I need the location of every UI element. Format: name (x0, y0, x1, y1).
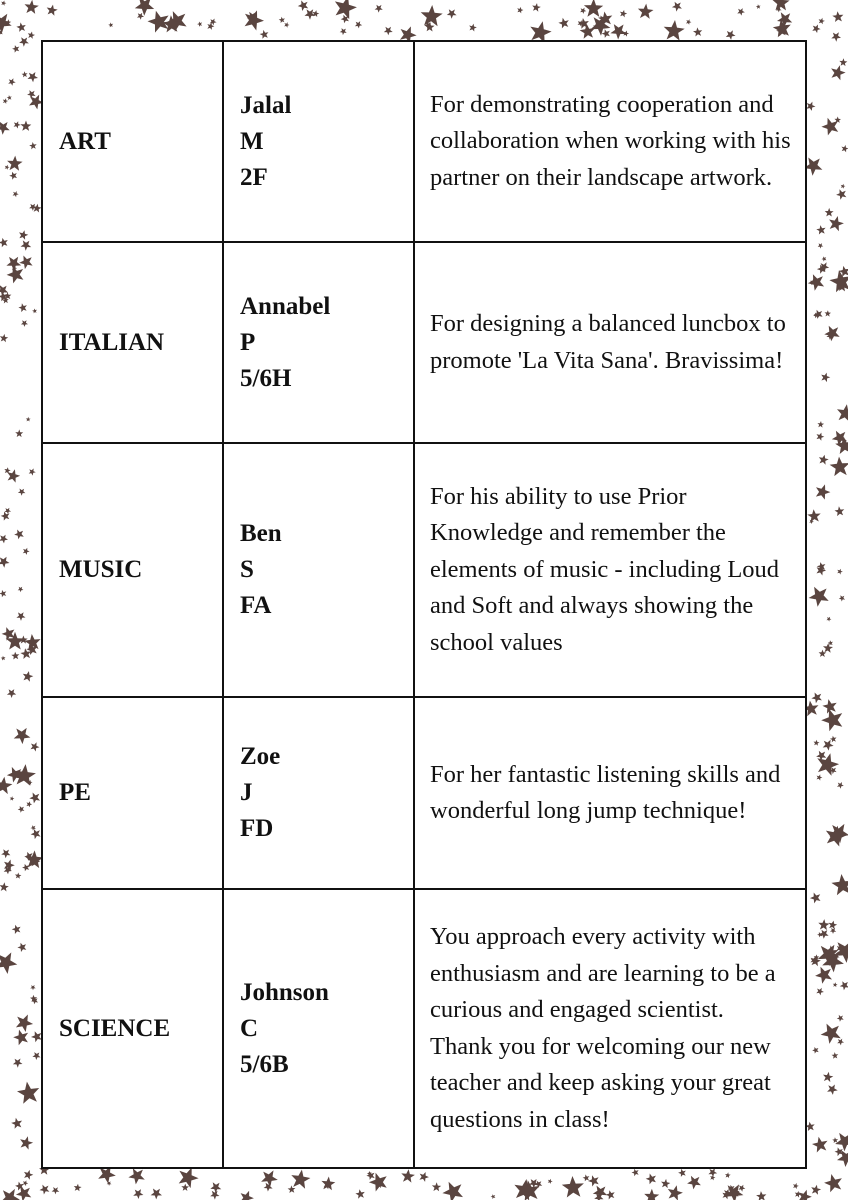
star-icon (261, 1170, 278, 1187)
star-icon (14, 530, 24, 540)
star-icon (693, 27, 702, 36)
star-icon (26, 417, 31, 422)
student-first-name: Ben (240, 520, 282, 547)
star-icon (818, 919, 829, 930)
star-icon (0, 14, 12, 34)
star-icon (284, 22, 289, 28)
award-reason: For designing a balanced luncbox to promote 'La Vita Sana'. Bravissima! (414, 242, 806, 443)
star-icon (580, 8, 586, 14)
star-icon (375, 5, 383, 13)
star-icon (832, 11, 843, 22)
star-icon (12, 45, 19, 53)
star-icon (817, 774, 823, 780)
award-reason: For demonstrating cooperation and collaboration when working with his partner on their landscape artwork. (414, 41, 806, 242)
star-icon (825, 208, 834, 217)
star-icon (7, 469, 20, 482)
star-icon (291, 1170, 310, 1189)
star-icon (835, 506, 845, 516)
star-icon (816, 225, 825, 234)
star-icon (181, 1184, 189, 1191)
star-icon (737, 8, 745, 16)
star-icon (646, 1174, 656, 1185)
star-icon (32, 309, 37, 314)
star-icon (809, 587, 829, 607)
star-icon (829, 921, 838, 930)
star-icon (210, 1182, 221, 1193)
star-icon (821, 709, 842, 731)
star-icon (831, 874, 848, 895)
star-icon (830, 736, 837, 743)
student-initial: S (240, 556, 254, 583)
star-icon (817, 433, 825, 441)
star-icon (0, 334, 8, 342)
student-initial: J (240, 779, 253, 806)
star-icon (708, 1168, 717, 1177)
star-icon (18, 489, 26, 496)
star-icon (24, 1170, 33, 1180)
star-icon (16, 612, 25, 621)
star-icon (421, 5, 443, 26)
star-icon (355, 1189, 364, 1199)
star-icon (672, 2, 682, 12)
star-icon (837, 782, 844, 789)
star-icon (839, 595, 845, 601)
star-icon (0, 777, 12, 794)
star-icon (839, 58, 847, 66)
star-icon (812, 1137, 828, 1153)
star-icon (1, 849, 10, 858)
star-icon (837, 569, 843, 575)
star-icon (7, 95, 12, 100)
star-icon (830, 928, 836, 934)
student-cell (223, 697, 414, 889)
award-reason: You approach every activity with enthusiasm and are learning to be a curious and engaged scientist. Thank you for welcoming our new teacher and keep asking your great questions in class! (414, 889, 806, 1168)
star-icon (17, 943, 26, 952)
star-icon (31, 825, 36, 830)
star-icon (687, 1176, 701, 1190)
star-icon (814, 740, 820, 746)
star-icon (20, 121, 31, 131)
star-icon (23, 671, 34, 682)
star-icon (19, 256, 32, 270)
star-icon (815, 967, 832, 984)
star-icon (726, 30, 736, 40)
star-icon (661, 1179, 670, 1188)
student-cell (223, 443, 414, 697)
star-icon (29, 793, 40, 804)
star-icon (822, 256, 827, 261)
star-icon (7, 689, 16, 698)
star-icon (151, 1189, 162, 1200)
student-first-name: Johnson (240, 978, 329, 1006)
star-icon (823, 1072, 833, 1082)
star-icon (47, 5, 58, 16)
star-icon (28, 72, 39, 82)
star-icon (756, 4, 761, 9)
star-icon (491, 1194, 496, 1199)
star-icon (829, 216, 844, 231)
star-icon (260, 30, 269, 39)
star-icon (401, 1169, 415, 1182)
star-icon (812, 25, 820, 34)
star-icon (298, 0, 308, 11)
star-icon (756, 1191, 766, 1200)
star-icon (108, 22, 113, 27)
star-icon (19, 37, 29, 47)
star-icon (664, 20, 685, 41)
star-icon (74, 1184, 82, 1192)
star-icon (133, 1189, 143, 1199)
star-icon (562, 1176, 584, 1198)
star-icon (807, 509, 820, 522)
subject-cell: MUSIC (42, 443, 223, 697)
star-icon (355, 21, 362, 28)
star-icon (21, 240, 32, 250)
star-icon (632, 1169, 639, 1176)
star-icon (16, 1015, 33, 1033)
star-icon (18, 587, 24, 593)
star-icon (593, 1186, 607, 1200)
star-icon (806, 102, 815, 111)
star-icon (831, 65, 846, 80)
star-icon (832, 1137, 838, 1143)
star-icon (432, 1182, 441, 1191)
star-icon (22, 864, 29, 871)
star-icon (0, 557, 9, 568)
star-icon (824, 326, 839, 342)
star-icon (817, 421, 824, 428)
star-icon (0, 882, 9, 891)
star-icon (18, 806, 25, 813)
star-icon (3, 98, 8, 104)
star-icon (366, 1171, 374, 1180)
star-icon (837, 404, 848, 422)
student-class: FD (240, 815, 274, 842)
star-icon (288, 1185, 296, 1193)
awards-table (41, 40, 807, 1169)
star-icon (14, 121, 21, 128)
student-class: 5/6B (240, 1050, 289, 1078)
star-icon (312, 10, 319, 17)
star-icon (821, 373, 830, 383)
star-icon (827, 617, 832, 622)
star-icon (588, 1175, 599, 1186)
star-icon (31, 742, 40, 751)
star-icon (18, 303, 27, 312)
star-icon (725, 1172, 731, 1178)
star-icon (29, 142, 37, 149)
star-icon (548, 1179, 553, 1184)
student-cell (223, 889, 414, 1168)
star-icon (0, 535, 8, 544)
star-icon (447, 9, 457, 18)
award-row-italian (42, 242, 806, 443)
star-icon (52, 1187, 60, 1194)
star-icon (210, 1191, 219, 1200)
star-icon (25, 0, 39, 14)
star-icon (1, 656, 6, 661)
star-icon (836, 189, 846, 199)
star-icon (5, 165, 10, 170)
subject-cell: PE (42, 697, 223, 889)
award-row-music (42, 443, 806, 697)
star-icon (179, 1168, 199, 1189)
star-icon (31, 829, 41, 839)
star-icon (30, 985, 36, 990)
star-icon (583, 1174, 590, 1181)
star-icon (773, 0, 790, 10)
star-icon (240, 1191, 254, 1200)
student-initial: P (240, 328, 256, 356)
star-icon (13, 1059, 23, 1068)
student-class: 2F (240, 163, 268, 191)
star-icon (818, 243, 824, 249)
star-icon (23, 548, 30, 555)
star-icon (15, 873, 22, 879)
subject-cell: ITALIAN (42, 242, 223, 443)
star-icon (28, 32, 35, 39)
star-icon (11, 652, 19, 660)
star-icon (517, 7, 523, 13)
award-reason: For his ability to use Prior Knowledge and remember the elements of music - including Loud and Soft and always showing the school values (414, 443, 806, 697)
star-icon (821, 1024, 841, 1044)
star-icon (686, 19, 691, 25)
star-icon (799, 1190, 812, 1200)
star-icon (5, 508, 12, 515)
star-icon (610, 24, 626, 39)
student-class: FA (240, 592, 272, 619)
star-icon (26, 801, 32, 807)
star-icon (811, 1185, 821, 1195)
star-icon (816, 988, 824, 996)
star-icon (833, 982, 838, 987)
star-icon (12, 925, 21, 934)
star-icon (16, 22, 25, 32)
star-icon (816, 484, 831, 499)
star-icon (19, 230, 28, 240)
star-icon (20, 1136, 33, 1149)
star-icon (279, 17, 285, 23)
star-icon (819, 455, 829, 465)
student-initial: M (240, 127, 264, 155)
star-icon (824, 1174, 842, 1192)
star-icon (821, 118, 838, 136)
award-row-art (42, 41, 806, 242)
star-icon (793, 1183, 799, 1189)
star-icon (837, 1015, 844, 1022)
award-row-pe (42, 697, 806, 889)
star-icon (668, 1185, 683, 1200)
star-icon (841, 184, 846, 189)
star-icon (128, 1168, 144, 1184)
award-row-science (42, 889, 806, 1168)
star-icon (22, 71, 28, 77)
star-icon (532, 3, 541, 12)
student-first-name: Jalal (240, 91, 292, 119)
star-icon (7, 156, 23, 171)
student-initial: C (240, 1014, 259, 1042)
awards-sheet (41, 40, 807, 1167)
star-icon (40, 1185, 50, 1195)
star-icon (810, 893, 821, 904)
star-icon (831, 32, 841, 41)
award-reason: For her fantastic listening skills and wonderful long jump technique! (414, 697, 806, 889)
student-cell (223, 242, 414, 443)
star-icon (558, 18, 568, 29)
star-icon (620, 10, 627, 18)
star-icon (10, 796, 15, 801)
star-icon (29, 468, 36, 475)
star-icon (0, 590, 6, 597)
star-icon (819, 18, 825, 25)
star-icon (305, 9, 316, 19)
star-icon (32, 1052, 40, 1060)
star-icon (602, 29, 610, 38)
star-icon (23, 1180, 29, 1186)
star-icon (825, 310, 832, 316)
star-icon (14, 728, 31, 744)
student-class: 5/6H (240, 364, 292, 392)
star-icon (812, 1047, 819, 1054)
star-icon (442, 1182, 463, 1200)
star-icon (837, 1039, 844, 1046)
star-icon (606, 1190, 615, 1199)
star-icon (137, 13, 144, 20)
star-icon (21, 320, 28, 327)
star-icon (264, 1183, 273, 1192)
star-icon (13, 191, 19, 197)
star-icon (197, 22, 202, 27)
star-icon (1, 1, 6, 6)
student-first-name: Annabel (240, 292, 331, 320)
star-icon (9, 172, 17, 180)
star-icon (0, 238, 8, 247)
star-icon (814, 310, 823, 319)
star-icon (0, 952, 17, 974)
student-first-name: Zoe (240, 743, 281, 770)
star-icon (135, 0, 154, 16)
star-icon (11, 1118, 22, 1129)
star-icon (17, 1082, 39, 1104)
star-icon (4, 860, 15, 871)
star-icon (841, 145, 848, 152)
star-icon (816, 751, 826, 761)
star-icon (584, 0, 603, 17)
star-icon (340, 28, 347, 35)
star-icon (738, 1185, 745, 1192)
star-icon (335, 0, 357, 19)
star-icon (148, 11, 169, 33)
star-icon (811, 693, 822, 704)
star-icon (678, 1169, 686, 1177)
star-icon (795, 1191, 801, 1198)
star-icon (644, 1189, 659, 1200)
star-icon (830, 457, 848, 477)
star-icon (840, 981, 848, 990)
star-icon (8, 78, 16, 86)
star-icon (419, 1172, 429, 1182)
student-cell (223, 41, 414, 242)
subject-cell: SCIENCE (42, 889, 223, 1168)
star-icon (384, 27, 393, 36)
star-icon (469, 24, 477, 32)
star-icon (638, 4, 654, 19)
star-icon (15, 429, 23, 437)
star-icon (827, 1085, 838, 1095)
star-icon (0, 122, 10, 135)
subject-cell: ART (42, 41, 223, 242)
star-icon (13, 1030, 28, 1046)
star-icon (808, 274, 824, 291)
star-icon (832, 1052, 839, 1059)
